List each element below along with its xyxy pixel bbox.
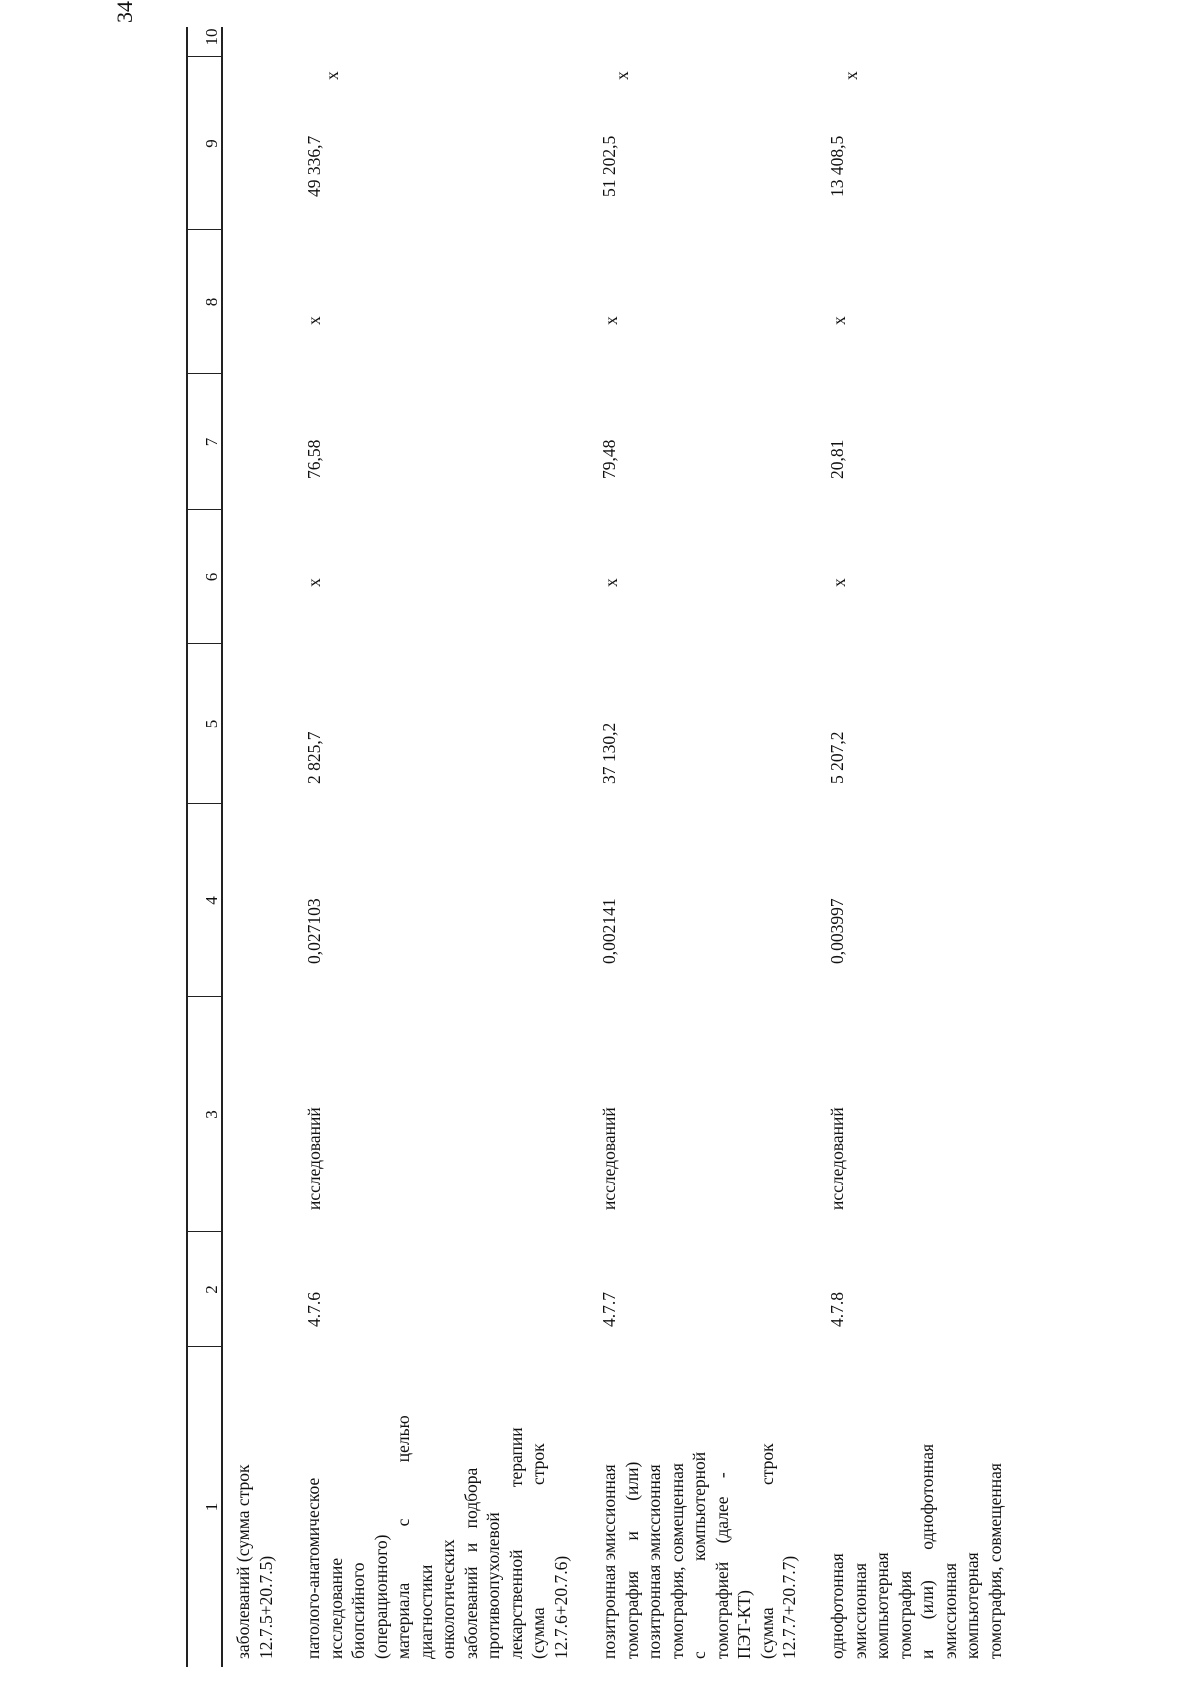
description-line: 12.7.7+20.7.7) [779,1555,799,1659]
row-4-7-7-col5: 37 130,2 [599,722,619,784]
row-4-7-8-col7: 20,81 [827,439,847,479]
column-header-3: 3 [202,1110,221,1119]
page-number: 34 [112,1,137,23]
description-line: томографией (далее - [711,1472,732,1659]
continuation-line: 12.7.5+20.7.5) [255,1555,276,1659]
row-4-7-7-code: 4.7.7 [599,1292,619,1327]
row-4-7-7-unit: исследований [599,1107,619,1210]
description-line: патолого-анатомическое [303,1477,323,1659]
description-line: противоопухолевой [483,1512,503,1659]
description-line: и (или) однофотонная [917,1443,937,1659]
row-4-7-6-col9: 49 336,7 [304,135,324,197]
row-4-7-6-col6: x [304,578,324,587]
row-4-7-6-unit: исследований [304,1107,324,1210]
column-header-6: 6 [202,572,221,582]
column-header-4: 4 [202,896,221,905]
row-4-7-6-col8: x [304,316,324,325]
description-line: эмиссионная [849,1563,870,1659]
column-header-5: 5 [202,719,221,729]
description-line: позитронная эмиссионная [644,1464,664,1659]
description-line: биопсийного [348,1562,368,1659]
description-line: томография, совмещенная [666,1463,687,1659]
description-line: ПЭТ-КТ) [734,1590,754,1659]
description-line: компьютерная [962,1552,982,1659]
row-4-7-8-col6: x [829,578,849,587]
continuation-text [232,1359,277,1659]
continuation-line: заболеваний (сумма строк [233,1464,253,1659]
description-line: заболеваний и подбора [460,1467,481,1659]
description-line: онкологических [438,1539,458,1659]
description-line: исследование [325,1557,346,1659]
row-4-7-8-description [826,1359,1006,1659]
description-line: 12.7.6+20.7.6) [550,1555,571,1659]
description-line: (сумма строк [528,1443,548,1659]
row-4-7-7-col9: 51 202,5 [599,135,619,197]
row-4-7-6-col7: 76,58 [304,439,324,479]
row-4-7-8-col4: 0,003997 [827,898,847,964]
row-4-7-7-description [598,1359,801,1659]
description-line: (операционного) [370,1534,391,1659]
description-line: томография и (или) [621,1461,642,1659]
column-header-2: 2 [202,1285,221,1294]
description-line: позитронная эмиссионная [599,1464,619,1659]
row-4-7-7-col10: x [612,71,632,80]
column-header-9: 9 [202,139,221,148]
row-4-7-8-col8: x [829,316,849,325]
row-4-7-6-col4: 0,027103 [304,898,324,964]
column-header-8: 8 [202,297,221,307]
description-line: томография, совмещенная [984,1463,1005,1659]
row-4-7-8-code: 4.7.8 [827,1292,847,1327]
description-line: компьютерная [872,1552,892,1659]
row-4-7-8-unit: исследований [827,1107,847,1210]
header-top-rule [186,27,188,1667]
row-4-7-8-col9: 13 408,5 [827,135,847,197]
row-4-7-7-col4: 0,002141 [599,898,619,964]
description-line: диагностики [415,1564,436,1659]
row-4-7-8-col10: x [841,71,861,80]
description-line: эмиссионная [939,1563,960,1659]
row-4-7-7-col8: x [601,316,621,325]
description-line: лекарственной терапии [505,1427,526,1659]
row-4-7-6-col10: x [322,71,342,80]
description-line: материала с целью [393,1415,413,1659]
column-header-1: 1 [202,1502,221,1512]
description-line: томография [894,1570,915,1659]
row-4-7-6-col5: 2 825,7 [304,731,324,784]
row-4-7-6-description [302,1359,572,1659]
row-4-7-8-col5: 5 207,2 [827,731,847,784]
row-4-7-7-col6: x [601,578,621,587]
description-line: с компьютерной [689,1451,709,1659]
column-header-7: 7 [202,437,221,447]
description-line: (сумма строк [756,1443,777,1659]
row-4-7-7-col7: 79,48 [599,439,619,479]
description-line: однофотонная [827,1553,847,1659]
row-4-7-6-code: 4.7.6 [304,1292,324,1327]
column-header-10: 10 [202,28,221,46]
